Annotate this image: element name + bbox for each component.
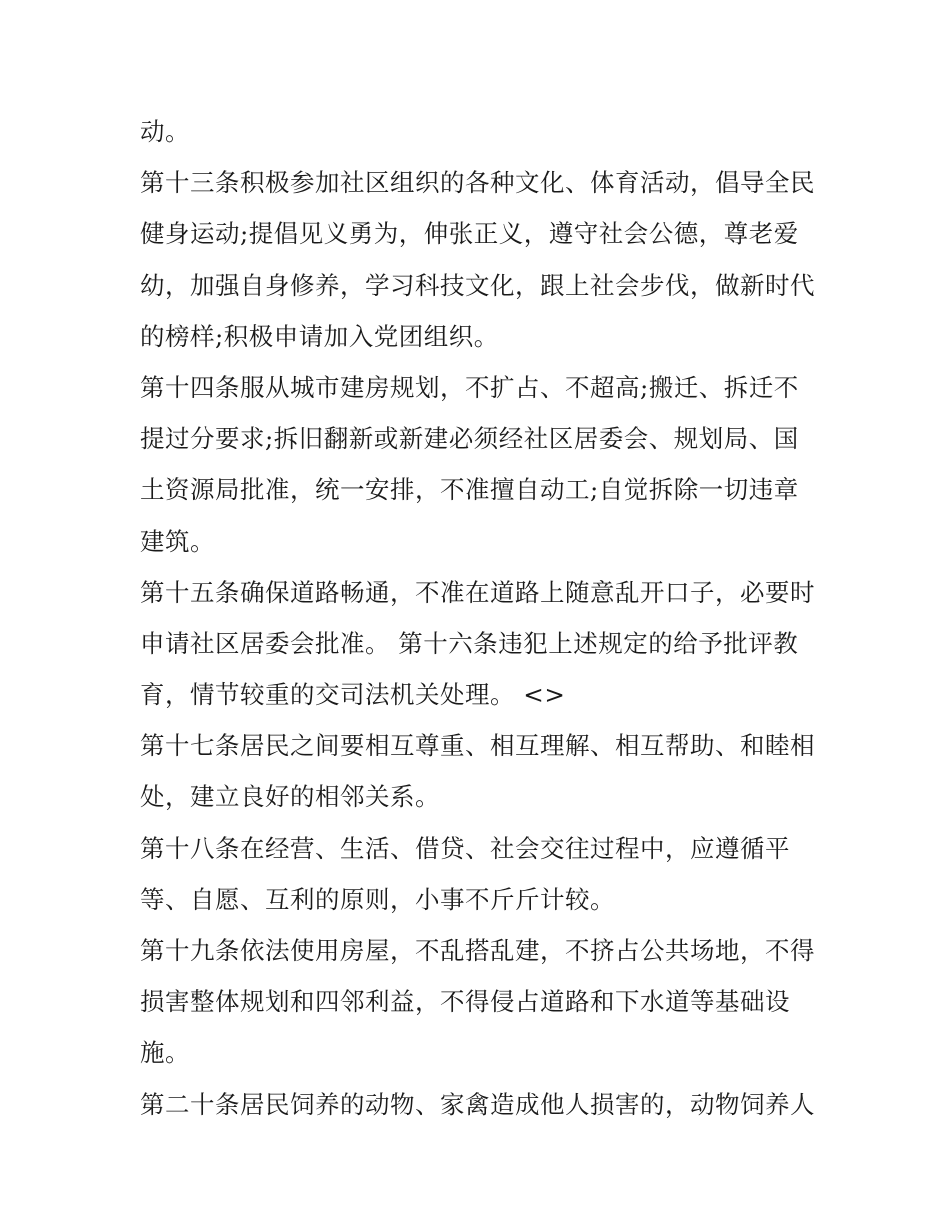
paragraph-article-13 bbox=[140, 157, 820, 362]
text-line: 育，情节较重的交司法机关处理。 <> bbox=[140, 680, 566, 710]
text-line: 的榜样;积极申请加入党团组织。 bbox=[140, 321, 499, 351]
text-line: 第十三条积极参加社区组织的各种文化、体育活动，倡导全民 bbox=[140, 168, 815, 198]
text-line: 处，建立良好的相邻关系。 bbox=[140, 782, 440, 812]
paragraph-article-20 bbox=[140, 1079, 820, 1130]
paragraph-article-14 bbox=[140, 362, 820, 567]
paragraph-article-17 bbox=[140, 720, 820, 822]
text-line: 健身运动;提倡见义勇为，伸张正义，遵守社会公德，尊老爱 bbox=[140, 219, 799, 249]
text-line: 土资源局批准，统一安排，不准擅自动工;自觉拆除一切违章 bbox=[140, 475, 799, 505]
paragraph-continuation bbox=[140, 106, 820, 157]
text-line: 等、自愿、互利的原则，小事不斤斤计较。 bbox=[140, 884, 615, 914]
text-line: 建筑。 bbox=[140, 526, 215, 556]
document-body bbox=[140, 106, 820, 1130]
paragraph-article-19 bbox=[140, 925, 820, 1079]
text-line: 第十四条服从城市建房规划，不扩占、不超高;搬迁、拆迁不 bbox=[140, 372, 799, 402]
text-line: 第十七条居民之间要相互尊重、相互理解、相互帮助、和睦相 bbox=[140, 731, 815, 761]
text-line: 申请社区居委会批准。 第十六条违犯上述规定的给予批评教 bbox=[140, 628, 799, 658]
text-line: 动。 bbox=[140, 117, 190, 146]
text-line: 幼，加强自身修养，学习科技文化，跟上社会步伐，做新时代 bbox=[140, 270, 815, 300]
text-line: 第十九条依法使用房屋，不乱搭乱建，不挤占公共场地，不得 bbox=[140, 936, 815, 965]
text-line: 施。 bbox=[140, 1038, 190, 1068]
paragraph-article-18 bbox=[140, 823, 820, 925]
text-line: 第二十条居民饲养的动物、家禽造成他人损害的，动物饲养人 bbox=[140, 1089, 815, 1119]
text-line: 提过分要求;拆旧翻新或新建必须经社区居委会、规划局、国 bbox=[140, 424, 799, 454]
text-line: 第十五条确保道路畅通，不准在道路上随意乱开口子，必要时 bbox=[140, 577, 815, 607]
paragraph-article-15 bbox=[140, 567, 820, 721]
text-line: 第十八条在经营、生活、借贷、社会交往过程中，应遵循平 bbox=[140, 833, 790, 863]
text-line: 损害整体规划和四邻利益，不得侵占道路和下水道等基础设 bbox=[140, 987, 790, 1017]
